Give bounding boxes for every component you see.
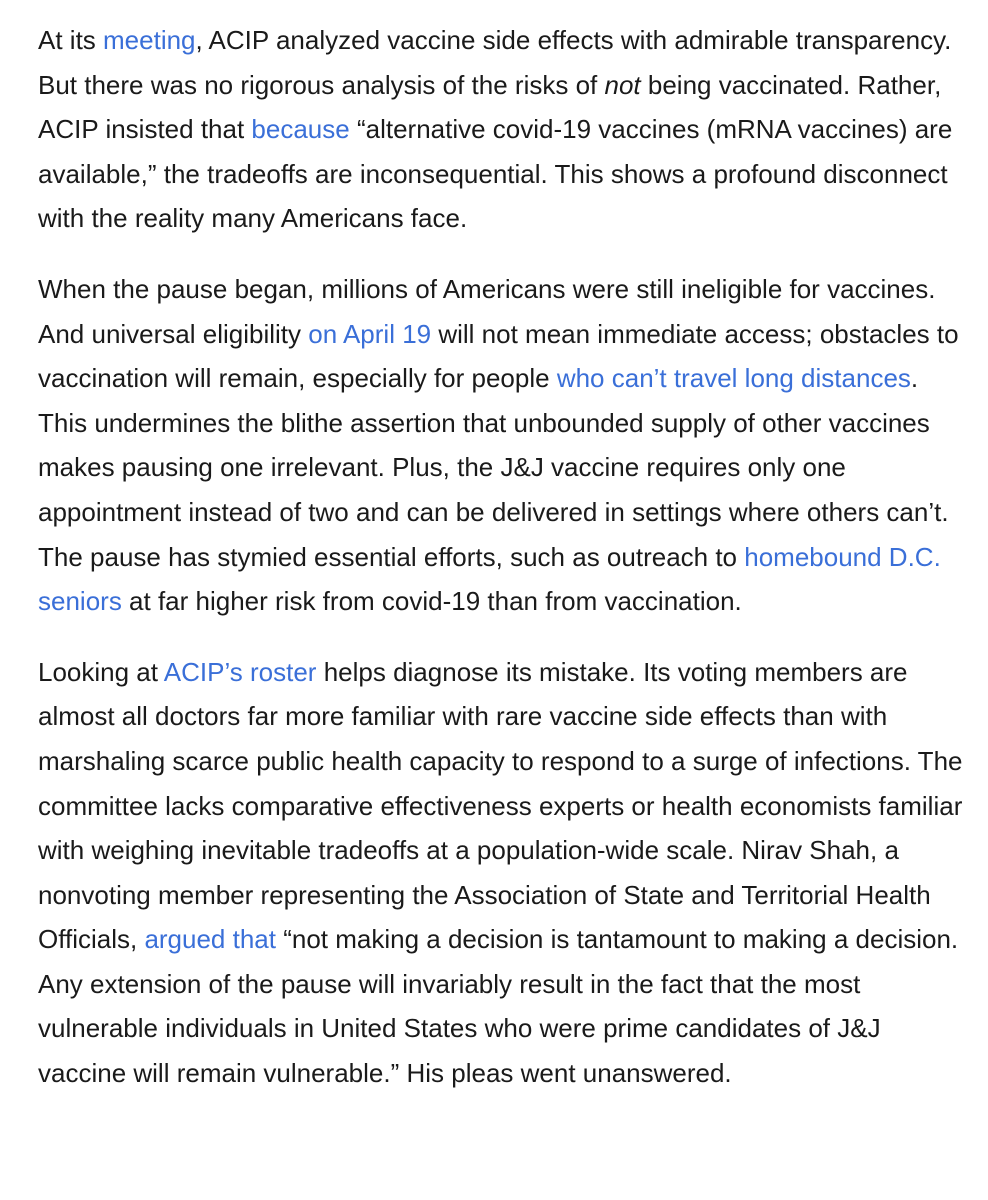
p1-emphasis-not: not: [604, 69, 641, 100]
article-body: [38, 18, 968, 1122]
homebound-seniors-link[interactable]: homebound D.C. seniors: [38, 541, 941, 617]
argued-that-link[interactable]: argued that: [144, 924, 276, 955]
p3-text-3: “not making a decision is tantamount to making a decision. Any extension of the pause will invariably result in the fact that the most vulnerable individuals in United States who were prime candidates of J&J vaccine will remain vulnerable.” His pleas went unanswered.: [38, 924, 959, 1089]
p1-text-1: At its: [38, 25, 104, 55]
paragraph-2: [38, 267, 968, 624]
p1-text-3: being vaccinated. Rather, ACIP insisted that: [38, 69, 942, 145]
p3-text-2: helps diagnose its mistake. Its voting members are almost all doctors far more familiar with rare vaccine side effects than with marshaling scarce public health capacity to respond to a surge of infections. The committee lacks comparative effectiveness experts or health economists familiar with weighing inevitable tradeoffs at a population-wide scale. Nirav Shah, a nonvoting member representing the Association of State and Territorial Health Officials,: [38, 656, 963, 955]
p1-text-2: , ACIP analyzed vaccine side effects with admirable transparency. But there was no rigorous analysis of the risks of: [38, 25, 952, 100]
p2-text-2: will not mean immediate access; obstacles to vaccination will remain, especially for people: [38, 318, 959, 394]
april-19-link[interactable]: on April 19: [308, 318, 432, 349]
paragraph-3: [38, 650, 968, 1096]
paragraph-1: [38, 18, 968, 241]
p3-text-1: Looking at: [38, 656, 164, 687]
meeting-link[interactable]: meeting: [103, 25, 196, 55]
long-distances-link[interactable]: who can’t travel long distances: [556, 363, 911, 394]
p1-text-4: “alternative covid-19 vaccines (mRNA vaccines) are available,” the tradeoffs are inconsequential. This shows a profound disconnect with the reality many Americans face.: [38, 114, 953, 234]
acip-roster-link[interactable]: ACIP’s roster: [163, 656, 317, 687]
because-link[interactable]: because: [251, 114, 350, 145]
p2-text-1: When the pause began, millions of Americans were still ineligible for vaccines. And universal eligibility: [38, 273, 936, 349]
p2-text-3: . This undermines the blithe assertion that unbounded supply of other vaccines makes pausing one irrelevant. Plus, the J&J vaccine requires only one appointment instead of two and can be delivered in settings where others can’t. The pause has stymied essential efforts, such as outreach to: [38, 363, 949, 572]
p2-text-4: at far higher risk from covid-19 than from vaccination.: [121, 586, 742, 617]
